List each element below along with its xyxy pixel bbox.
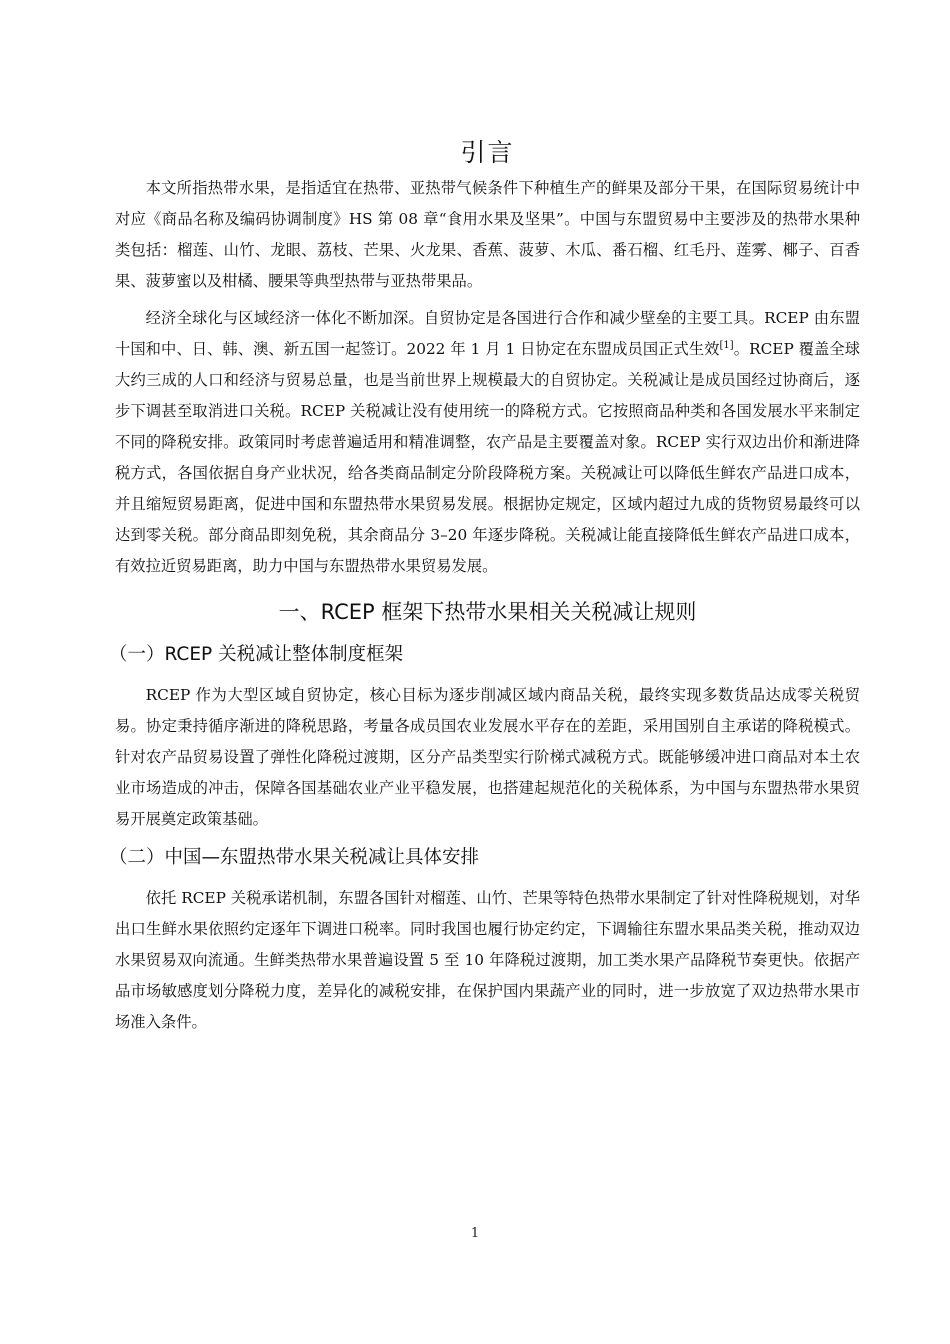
intro-paragraph-2	[115, 303, 860, 582]
subsection-1-paragraph: RCEP 作为大型区域自贸协定，核心目标为逐步削减区域内商品关税，最终实现多数货品达成零关税贸易。协定秉持循序渐进的降税思路，考量各成员国农业发展水平存在的差距，采用国别自主承诺的降税模式。针对农产品贸易设置了弹性化降税过渡期，区分产品类型实行阶梯式减税方式。既能够缓冲进口商品对本土农业市场造成的冲击，保障各国基础农业产业平稳发展，也搭建起规范化的关税体系，为中国与东盟热带水果贸易开展奠定政策基础。	[115, 686, 860, 828]
intro-paragraph-2-part-2: 。RCEP 覆盖全球大约三成的人口和经济与贸易总量，也是当前世界上规模最大的自贸协定。关税减让是成员国经过协商后，逐步下调甚至取消进口关税。RCEP 关税减让没有使用统一的降税方式。它按照商品种类和各国发展水平来制定不同的降税安排。政策同时考虑普遍适用和精准调整，农产品是主要覆盖对象。RCEP 实行双边出价和渐进降税方式，各国依据自身产业状况，给各类商品制定分阶段降税方案。关税减让可以降低生鲜农产品进口成本，并且缩短贸易距离，促进中国和东盟热带水果贸易发展。根据协定规定，区域内超过九成的货物贸易最终可以达到零关税。部分商品即刻免税，其余商品分 3–20 年逐步降税。关税减让能直接降低生鲜农产品进口成本，有效拉近贸易距离，助力中国与东盟热带水果贸易发展。	[115, 340, 860, 575]
intro-paragraph-2-part-1: 经济全球化与区域经济一体化不断加深。自贸协定是各国进行合作和减少壁垒的主要工具。RCEP 由东盟十国和中、日、韩、澳、新五国一起签订。2022 年 1 月 1 日协定在东盟成员国正式生效	[115, 309, 860, 358]
subsection-heading-2: （二）中国—东盟热带水果关税减让具体安排	[109, 847, 480, 868]
citation-reference: [1]	[719, 339, 734, 351]
page-content	[109, 133, 860, 1038]
subsection-heading-1: （一）RCEP 关税减让整体制度框架	[109, 644, 404, 665]
page-title: 引言	[460, 138, 515, 167]
subsection-2-paragraph: 依托 RCEP 关税承诺机制，东盟各国针对榴莲、山竹、芒果等特色热带水果制定了针对性降税规划，对华出口生鲜水果依照约定逐年下调进口税率。同时我国也履行协定约定，下调输往东盟水果品类关税，推动双边水果贸易双向流通。生鲜类热带水果普遍设置 5 至 10 年降税过渡期，加工类水果产品降税节奏更快。依据产品市场敏感度划分降税力度，差异化的减税安排，在保护国内果蔬产业的同时，进一步放宽了双边热带水果市场准入条件。	[115, 889, 860, 1031]
page-number: 1	[470, 1226, 480, 1241]
intro-paragraph-1: 本文所指热带水果，是指适宜在热带、亚热带气候条件下种植生产的鲜果及部分干果，在国际贸易统计中对应《商品名称及编码协调制度》HS 第 08 章“食用水果及坚果”。中国与东盟贸易中主要涉及的热带水果种类包括：榴莲、山竹、龙眼、荔枝、芒果、火龙果、香蕉、菠萝、木瓜、番石榴、红毛丹、莲雾、椰子、百香果、菠萝蜜以及柑橘、腰果等典型热带与亚热带果品。	[115, 179, 860, 290]
section-heading-1: 一、RCEP 框架下热带水果相关关税减让规则	[278, 600, 697, 624]
